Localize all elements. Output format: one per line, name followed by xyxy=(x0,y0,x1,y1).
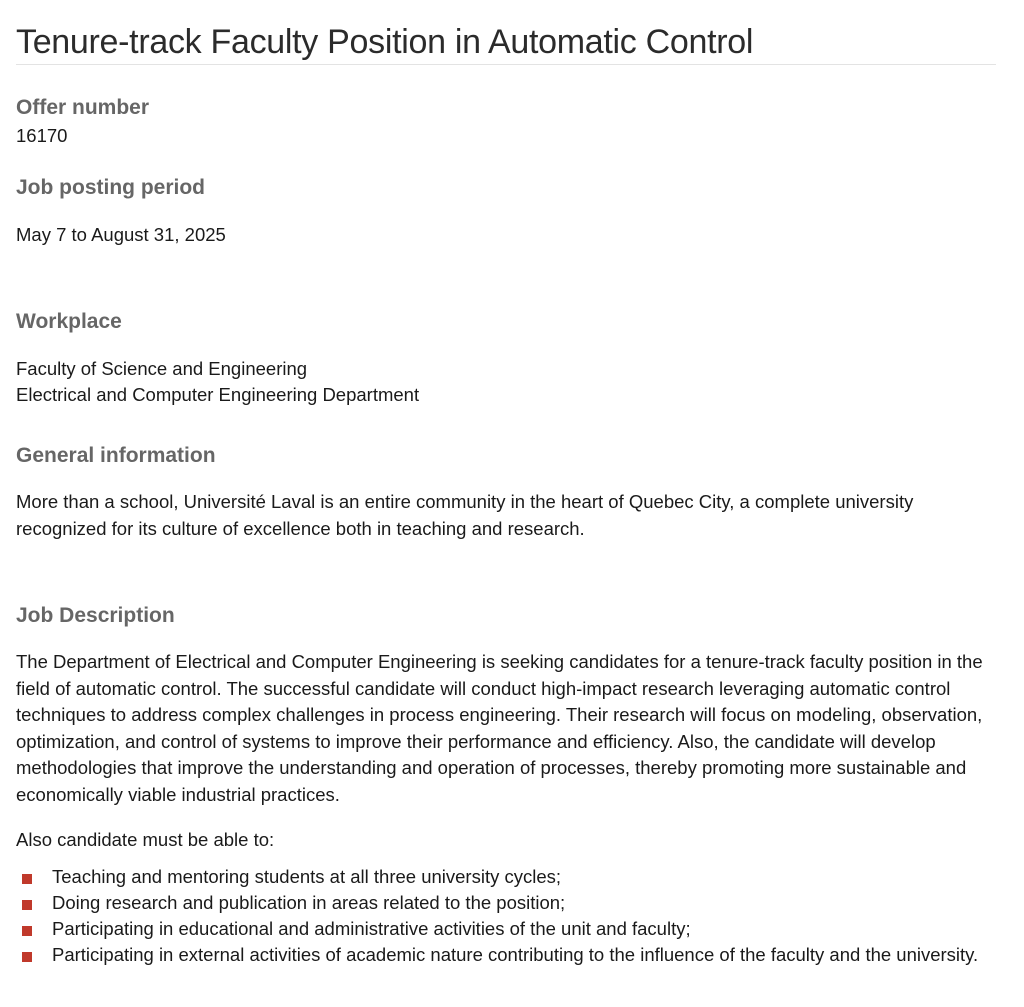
requirement-text: Teaching and mentoring students at all three university cycles; xyxy=(52,866,562,887)
workplace-line: Electrical and Computer Engineering Department xyxy=(16,384,420,405)
job-description-label: Job Description xyxy=(16,604,175,627)
workplace-label: Workplace xyxy=(16,310,122,333)
page-title: Tenure-track Faculty Position in Automatic Control xyxy=(16,0,996,65)
requirements-intro: Also candidate must be able to: xyxy=(16,829,275,850)
offer-number-label: Offer number xyxy=(16,96,150,119)
workplace-value xyxy=(16,356,1008,408)
offer-number-value: 16170 xyxy=(16,125,68,146)
list-item xyxy=(16,864,1006,890)
posting-period-label: Job posting period xyxy=(16,176,205,199)
list-item xyxy=(16,916,1006,942)
requirement-text: Participating in external activities of academic nature contributing to the influence of the faculty and the university. xyxy=(52,944,979,965)
requirement-text: Participating in educational and administrative activities of the unit and faculty; xyxy=(52,918,691,939)
list-item xyxy=(16,942,1006,968)
list-item xyxy=(16,890,1006,916)
square-bullet-icon xyxy=(22,900,32,910)
job-description-text: The Department of Electrical and Computer Engineering is seeking candidates for a tenure-track faculty position in the field of automatic control. The successful candidate will conduct high-impact research leveraging automatic control techniques to address complex challenges in process engineering. Their research will focus on modeling, observation, optimization, and control of systems to improve their performance and efficiency. Also, the candidate will develop methodologies that improve the understanding and operation of processes, thereby promoting more sustainable and economically viable industrial practices. xyxy=(16,651,983,805)
square-bullet-icon xyxy=(22,952,32,962)
square-bullet-icon xyxy=(22,926,32,936)
posting-period-value: May 7 to August 31, 2025 xyxy=(16,224,226,245)
square-bullet-icon xyxy=(22,874,32,884)
general-info-label: General information xyxy=(16,444,216,467)
general-info-text: More than a school, Université Laval is an entire community in the heart of Quebec City, a complete university recognized for its culture of excellence both in teaching and research. xyxy=(16,491,914,539)
workplace-line: Faculty of Science and Engineering xyxy=(16,358,308,379)
requirements-list xyxy=(16,864,1006,968)
requirement-text: Doing research and publication in areas related to the position; xyxy=(52,892,566,913)
